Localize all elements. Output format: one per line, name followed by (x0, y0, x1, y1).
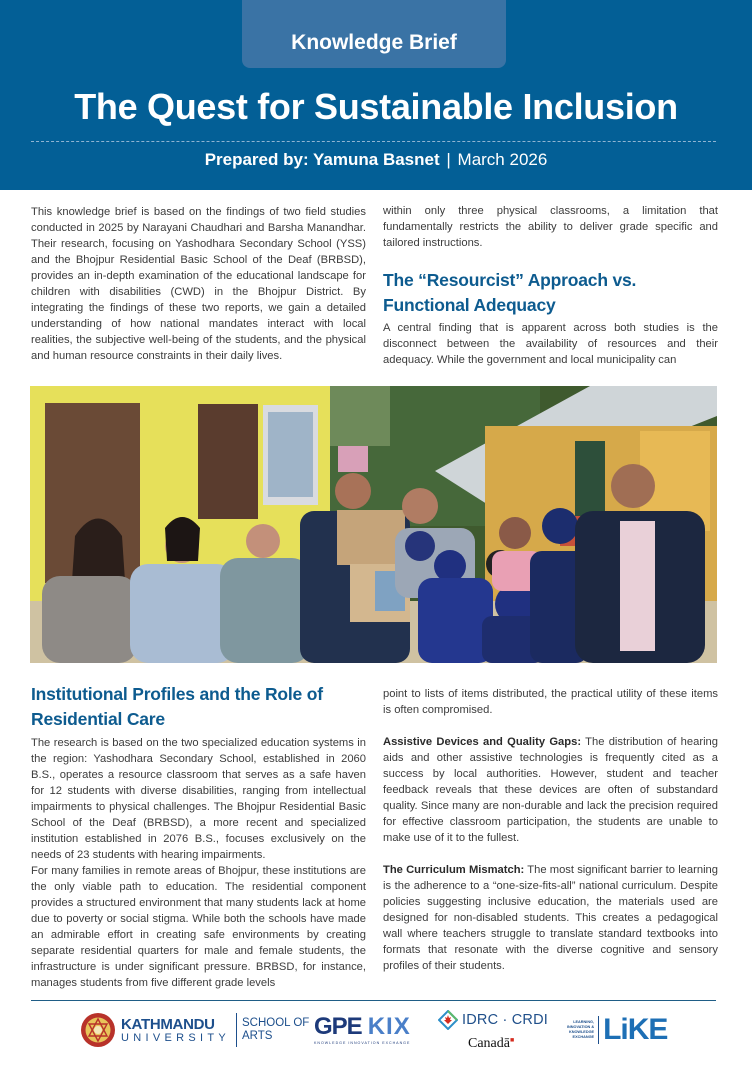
maple-leaf-icon (438, 1010, 458, 1030)
ku-divider (236, 1013, 237, 1047)
ku-seal-icon (80, 1012, 116, 1048)
idrc-text: IDRC · CRDI (462, 1012, 548, 1028)
partner-logos (0, 1008, 752, 1063)
curriculum-paragraph (383, 862, 718, 974)
continued-paragraph: point to lists of items distributed, the practical utility of these items is often compromised. (383, 688, 718, 716)
kix-text: KIX (367, 1013, 411, 1040)
group-photo-illustration (30, 386, 717, 663)
adequacy-findings-section (383, 686, 718, 974)
assistive-devices-paragraph (383, 734, 718, 846)
gpe-tagline: KNOWLEDGE INNOVATION EXCHANGE (314, 1041, 411, 1045)
ku-university: UNIVERSITY (121, 1031, 231, 1044)
byline (0, 150, 752, 170)
ku-school-line1: SCHOOL OF (242, 1017, 310, 1029)
kathmandu-university-logo (80, 1012, 309, 1048)
idrc-logo (438, 1010, 548, 1052)
canada-flag-icon: ■ (509, 1036, 515, 1044)
gpe-kix-logo (314, 1013, 411, 1045)
intro-section (31, 204, 366, 364)
intro-paragraph: This knowledge brief is based on the findings of two field studies conducted in 2025 by Narayani Chaudhari and Barsha Manandhar. Their research, focusing on Yashodhara Secondary School (YSS) and the Bhojpur Residential Basic School of the Deaf (BRBSD), provides an in-depth examination of the educational landscape for children with disabilities (CWD) in the Bhojpur District. By integrating the findings of these two reports, we gain a detailed understanding of how national mandates interact with local realities, the subjective well-being of the students, and the physical and human resource constraints in their daily lives. (31, 206, 366, 362)
like-line-2: INNOVATION & (567, 1024, 595, 1029)
resourcist-paragraph: A central finding that is apparent across both studies is the disconnect between the availability of resources and their adequacy. While the government and local municipality can (383, 322, 718, 366)
curriculum-text: The most significant barrier to learning is the adherence to a “one-size-fits-all” national curriculum. Despite policies suggesting inclusive education, the materials used are designed for non-disabled students. This creates a pedagogical wall where teachers struggle to translate standard textbooks into formats that resonate with the diverse cognitive and sensory profiles of their students. (383, 864, 719, 972)
like-wordmark: LiKE (603, 1013, 668, 1046)
header-banner (0, 0, 752, 190)
like-line-3: KNOWLEDGE (568, 1030, 595, 1034)
document-title: The Quest for Sustainable Inclusion (74, 86, 678, 127)
byline-separator: | (446, 150, 451, 169)
continued-paragraph: within only three physical classrooms, a limitation that fundamentally restricts the ability to deliver grade specific and tailored instructions. (383, 205, 718, 249)
document-type-badge (242, 0, 506, 68)
institutional-paragraph-1: The research is based on the two specialized education systems in the region: Yashodhara Secondary School, established in 2060 B.S., operates a resource classroom that serves as a safe haven for 12 students with diverse disabilities, ranging from intellectual impairments to physical challenges. The Bhojpur Residential Basic School of the Deaf (BRBSD), a more recent and specialized institution established in 2076 B.S., focuses exclusively on the needs of 23 students with hearing impairments. (31, 737, 366, 861)
institutional-paragraph-2: For many families in remote areas of Bhojpur, these institutions are the only viable path to education. The residential component provides a structured environment that many students lack at home due to poverty or social stigma. While both the schools have made an admirable effort in creating safe environments by creating separate residential quarters for male and female students, the infrastructure is under significant pressure. BRBSD, for instance, manages students from five different grade levels (31, 865, 366, 989)
canada-wordmark (468, 1036, 548, 1052)
resourcist-section (383, 203, 718, 368)
curriculum-label: The Curriculum Mismatch: (383, 864, 525, 876)
header-divider (31, 141, 716, 142)
section-heading-resourcist: The “Resourcist” Approach vs. Functional Adequacy (383, 270, 637, 315)
ku-name: KATHMANDU (121, 1015, 215, 1033)
assistive-devices-text: The distribution of hearing aids and other assistive technologies is frequently cited as a success by local authorities. However, student and teacher feedback reveals that these devices are often of substandard quality. Since many are non-durable and lack the precision required for effective classroom participation, the students are unable to make use of it to the fullest. (383, 736, 718, 844)
group-photo (30, 386, 717, 663)
gpe-text: GPE (314, 1013, 362, 1040)
footer-divider (31, 1000, 716, 1001)
badge-label: Knowledge Brief (291, 31, 457, 54)
assistive-devices-label: Assistive Devices and Quality Gaps: (383, 736, 582, 748)
author: Prepared by: Yamuna Basnet (204, 150, 440, 169)
ku-school-line2: ARTS (242, 1030, 273, 1042)
section-heading-institutional: Institutional Profiles and the Role of Residential Care (31, 684, 323, 729)
like-divider (598, 1016, 599, 1044)
like-line-1: LEARNING, (573, 1019, 595, 1024)
like-logo (567, 1013, 668, 1046)
publication-date: March 2026 (457, 150, 548, 169)
canada-text: Canadā (468, 1036, 510, 1051)
institutional-profiles-section (31, 682, 366, 991)
like-line-4: EXCHANGE (572, 1035, 595, 1040)
